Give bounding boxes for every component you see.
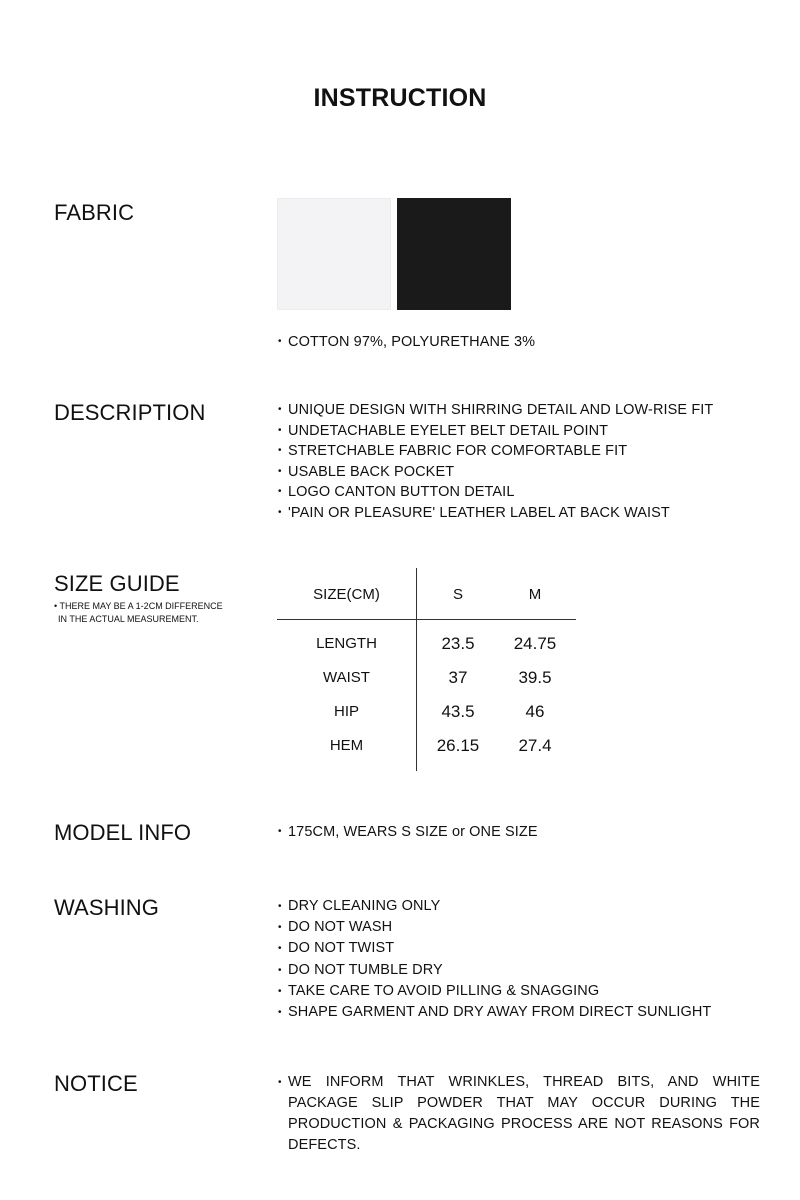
description-item: • STRETCHABLE FABRIC FOR COMFORTABLE FIT: [278, 441, 713, 462]
washing-item: • DO NOT TUMBLE DRY: [278, 960, 711, 981]
size-table-divider-horizontal: [277, 619, 576, 620]
fabric-composition: • COTTON 97%, POLYURETHANE 3%: [278, 332, 535, 352]
washing-list: [278, 896, 711, 1023]
description-item: • UNIQUE DESIGN WITH SHIRRING DETAIL AND LOW-RISE FIT: [278, 400, 713, 421]
size-row-m-value: 24.75: [513, 634, 557, 653]
fabric-composition-list: [278, 332, 535, 352]
page-title: INSTRUCTION: [313, 84, 487, 112]
washing-heading: WASHING: [54, 895, 159, 920]
size-row-m-value: 27.4: [518, 736, 552, 755]
notice-heading: NOTICE: [54, 1071, 138, 1096]
notice-text: • WE INFORM THAT WRINKLES, THREAD BITS, AND WHITE PACKAGE SLIP POWDER THAT MAY OCCUR DURING THE PRODUCTION & PACKAGING PROCESS ARE NOT REASONS FOR DEFECTS.: [278, 1072, 760, 1156]
description-item: • LOGO CANTON BUTTON DETAIL: [278, 482, 713, 503]
size-row-label: HEM: [329, 737, 364, 754]
size-note-line-2: IN THE ACTUAL MEASUREMENT.: [58, 614, 199, 624]
washing-item: • TAKE CARE TO AVOID PILLING & SNAGGING: [278, 981, 711, 1002]
size-header-m: M: [528, 586, 542, 603]
description-item: • USABLE BACK POCKET: [278, 462, 713, 483]
fabric-swatch-white: [277, 198, 391, 310]
size-row-s-value: 26.15: [436, 736, 480, 755]
size-header-label: SIZE(CM): [313, 586, 380, 603]
size-row-label: LENGTH: [316, 635, 377, 652]
fabric-heading: FABRIC: [54, 200, 135, 225]
model-info-item: • 175CM, WEARS S SIZE or ONE SIZE: [278, 822, 538, 842]
size-guide-heading: SIZE GUIDE: [54, 571, 180, 596]
size-row-s-value: 23.5: [441, 634, 475, 653]
model-info-list: [278, 822, 538, 842]
model-info-heading: MODEL INFO: [54, 820, 192, 845]
size-row-label: HIP: [333, 703, 359, 720]
size-row-m-value: 39.5: [518, 668, 552, 687]
description-list: [278, 400, 713, 523]
size-guide-note: [54, 600, 254, 626]
size-table-divider-vertical: [416, 568, 417, 771]
size-row-m-value: 46: [525, 702, 545, 721]
size-row-s-value: 37: [448, 668, 468, 687]
description-item: • UNDETACHABLE EYELET BELT DETAIL POINT: [278, 421, 713, 442]
washing-item: • DO NOT TWIST: [278, 938, 711, 959]
size-header-s: S: [452, 586, 463, 603]
size-row-label: WAIST: [323, 669, 370, 686]
size-note-line-1: • THERE MAY BE A 1-2CM DIFFERENCE: [54, 601, 223, 611]
washing-item: • DO NOT WASH: [278, 917, 711, 938]
description-item: • 'PAIN OR PLEASURE' LEATHER LABEL AT BACK WAIST: [278, 503, 713, 524]
fabric-swatch-black: [397, 198, 511, 310]
washing-item: • DRY CLEANING ONLY: [278, 896, 711, 917]
description-heading: DESCRIPTION: [54, 400, 206, 425]
washing-item: • SHAPE GARMENT AND DRY AWAY FROM DIRECT SUNLIGHT: [278, 1002, 711, 1023]
size-row-s-value: 43.5: [441, 702, 475, 721]
